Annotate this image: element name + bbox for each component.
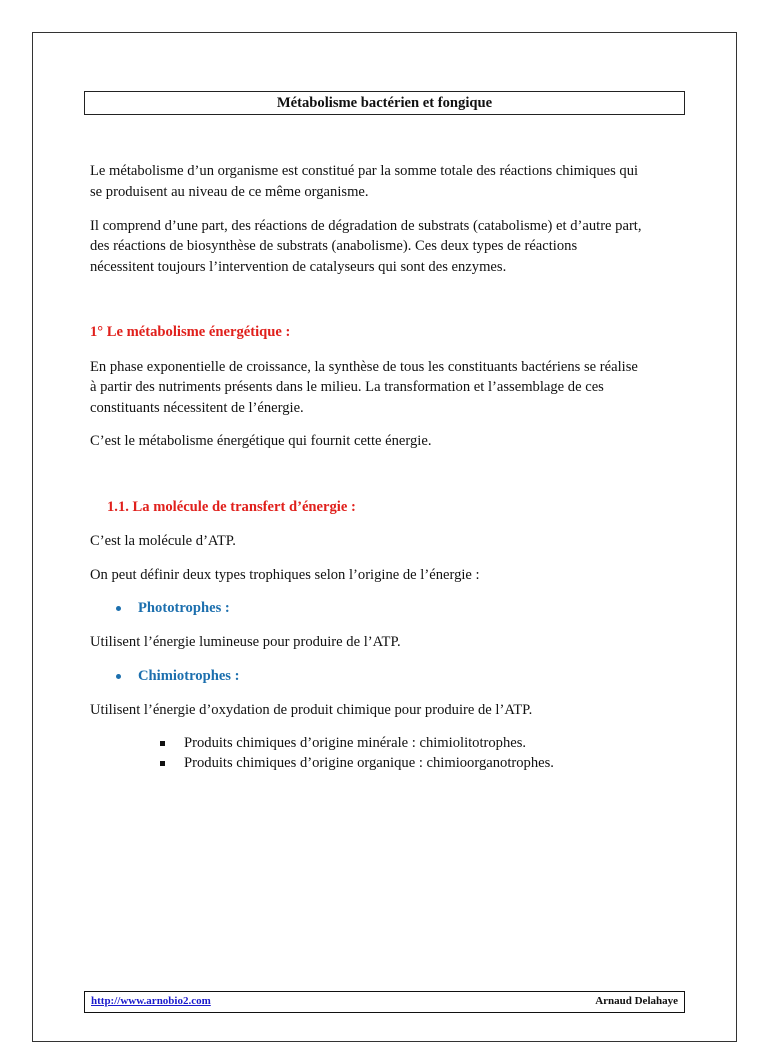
sub-list-item: Produits chimiques d’origine organique : chimioorganotrophes. xyxy=(184,755,554,771)
paragraph-line: à partir des nutriments présents dans le milieu. La transformation et l’assemblage de ces xyxy=(90,379,604,395)
sub-list-item: Produits chimiques d’origine minérale : chimiolitotrophes. xyxy=(184,735,527,751)
bullet-phototrophes: Phototrophes : xyxy=(138,600,230,616)
paragraph-line: nécessitent toujours l’intervention de catalyseurs qui sont des enzymes. xyxy=(90,259,507,275)
paragraph-line: C’est la molécule d’ATP. xyxy=(90,533,236,549)
section-heading: 1° Le métabolisme énergétique : xyxy=(90,324,291,340)
paragraph-line: Utilisent l’énergie lumineuse pour produire de l’ATP. xyxy=(90,634,401,650)
bullet-icon xyxy=(116,674,121,679)
paragraph-line: se produisent au niveau de ce même organisme. xyxy=(90,184,369,200)
square-bullet-icon xyxy=(160,741,165,746)
square-bullet-icon xyxy=(160,761,165,766)
paragraph-line: Utilisent l’énergie d’oxydation de produit chimique pour produire de l’ATP. xyxy=(90,702,533,718)
paragraph-line: En phase exponentielle de croissance, la synthèse de tous les constituants bactériens se réalise xyxy=(90,359,638,375)
paragraph-line: C’est le métabolisme énergétique qui fournit cette énergie. xyxy=(90,433,432,449)
paragraph-line: Il comprend d’une part, des réactions de dégradation de substrats (catabolisme) et d’autre part, xyxy=(90,218,642,234)
subsection-heading: 1.1. La molécule de transfert d’énergie : xyxy=(107,499,356,515)
paragraph-line: On peut définir deux types trophiques selon l’origine de l’énergie : xyxy=(90,567,480,583)
document-title: Métabolisme bactérien et fongique xyxy=(84,91,685,115)
paragraph-line: constituants nécessitent de l’énergie. xyxy=(90,400,304,416)
footer-author: Arnaud Delahaye xyxy=(595,995,678,1007)
bullet-icon xyxy=(116,606,121,611)
paragraph-line: des réactions de biosynthèse de substrats (anabolisme). Ces deux types de réactions xyxy=(90,238,578,254)
footer xyxy=(84,991,685,1013)
footer-link[interactable]: http://www.arnobio2.com xyxy=(91,995,211,1007)
bullet-chimiotrophes: Chimiotrophes : xyxy=(138,668,240,684)
paragraph-line: Le métabolisme d’un organisme est constitué par la somme totale des réactions chimiques qui xyxy=(90,163,639,179)
